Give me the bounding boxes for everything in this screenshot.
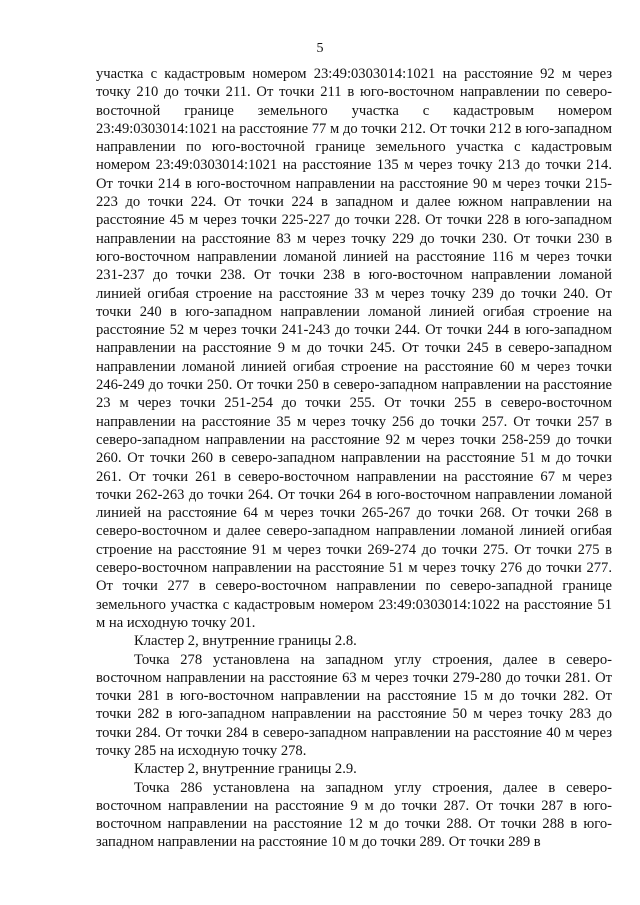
- document-body: [96, 65, 612, 852]
- page-number: 5: [316, 41, 324, 56]
- paragraph-boundary-description: участка с кадастровым номером 23:49:0303014:1021 на расстояние 92 м через точку 210 до точки 211. От точки 211 в юго-восточном направлении по северо-восточной границе земельного участка с кадастровым номером 23:49:0303014:1021 на расстояние 77 м до точки 212. От точки 212 в юго-западном направлении по юго-восточной границе земельного участка с кадастровым номером 23:49:0303014:1021 на расстояние 135 м через точку 213 до точки 214. От точки 214 в юго-восточном направлении на расстояние 90 м через точки 215-223 до точки 224. От точки 224 в западном и далее южном направлении на расстояние 45 м через точки 225-227 до точки 228. От точки 228 в юго-западном направлении на расстояние 83 м через точку 229 до точки 230. От точки 230 в юго-восточном направлении ломаной линией на расстояние 116 м через точки 231-237 до точки 238. От точки 238 в юго-восточном направлении ломаной линией огибая строение на расстояние 33 м через точку 239 до точки 240. От точки 240 в юго-западном направлении ломаной линией огибая строение на расстояние 52 м через точки 241-243 до точки 244. От точки 244 в юго-западном направлении на расстояние 9 м до точки 245. От точки 245 в северо-западном направлении ломаной линией огибая строение на расстояние 60 м через точки 246-249 до точки 250. От точки 250 в северо-западном направлении на расстояние 23 м через точки 251-254 до точки 255. От точки 255 в северо-восточном направлении на расстояние 35 м через точку 256 до точки 257. От точки 257 в северо-западном направлении на расстояние 92 м через точки 258-259 до точки 260. От точки 260 в северо-западном направлении на расстояние 51 м до точки 261. От точки 261 в северо-восточном направлении на расстояние 67 м через точки 262-263 до точки 264. От точки 264 в юго-восточном направлении ломаной линией на расстояние 64 м через точки 265-267 до точки 268. От точки 268 в северо-восточном и далее северо-западном направлении ломаной линией огибая строение на расстояние 91 м через точки 269-274 до точки 275. От точки 275 в северо-восточном направлении на расстояние 51 м через точку 276 до точки 277. От точки 277 в северо-восточном направлении по северо-западной границе земельного участка с кадастровым номером 23:49:0303014:1022 на расстояние 51 м на исходную точку 201.: [96, 66, 612, 631]
- paragraph-cluster-2-8: Точка 278 установлена на западном углу строения, далее в северо-восточном направлении на расстояние 63 м через точки 279-280 до точки 281. От точки 281 в юго-восточном направлении на расстояние 15 м до точки 282. От точки 282 в юго-западном направлении на расстояние 50 м через точку 283 до точки 284. От точки 284 в северо-западном направлении на расстояние 40 м через точку 285 на исходную точку 278.: [96, 651, 612, 759]
- section-heading-cluster-2-9: Кластер 2, внутренние границы 2.9.: [134, 761, 357, 778]
- section-heading-cluster-2-8: Кластер 2, внутренние границы 2.8.: [134, 633, 357, 650]
- paragraph-cluster-2-9: Точка 286 установлена на западном углу строения, далее в северо-восточном направлении на расстояние 9 м до точки 287. От точки 287 в юго-восточном направлении на расстояние 12 м до точки 288. От точки 288 в юго-западном направлении на расстояние 10 м до точки 289. От точки 289 в: [96, 779, 612, 851]
